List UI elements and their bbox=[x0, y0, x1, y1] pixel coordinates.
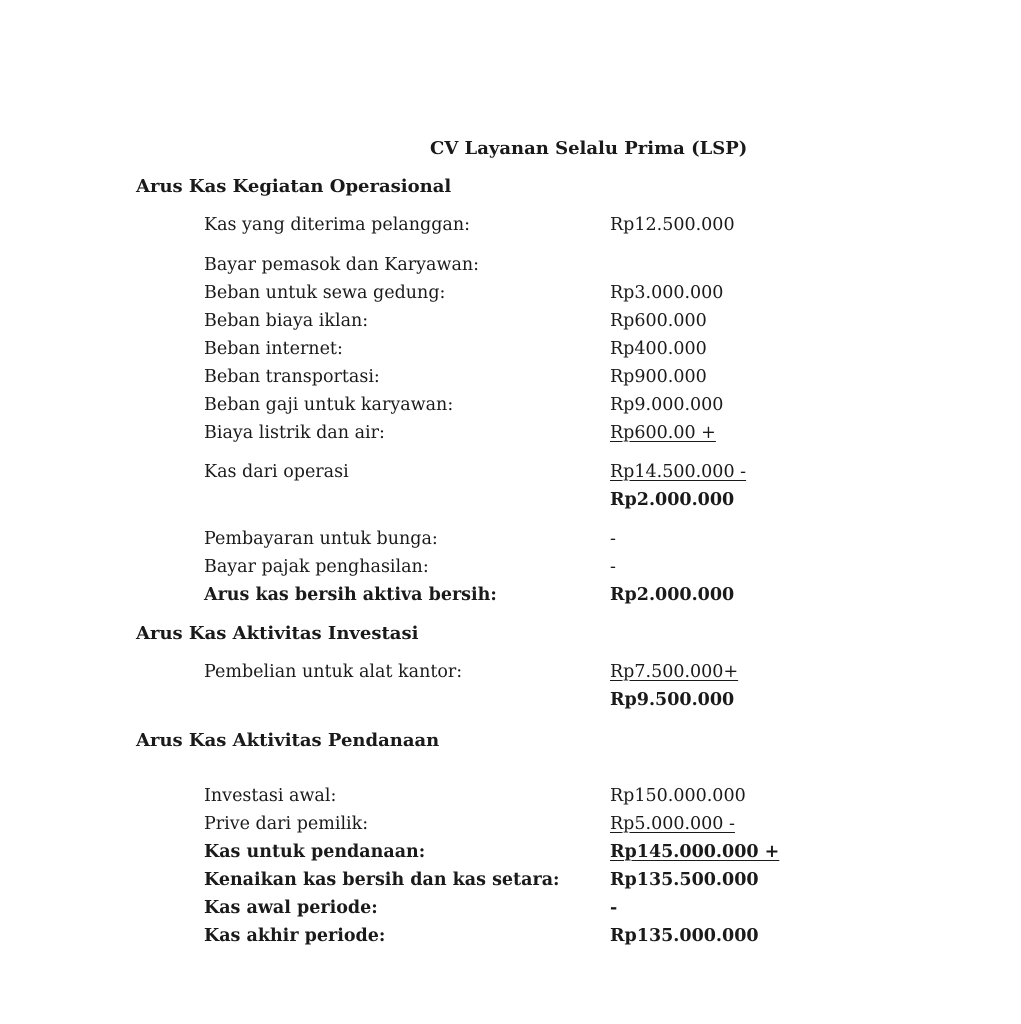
row-bayar-pemasok bbox=[204, 255, 824, 279]
row-value: Rp9.500.000 bbox=[610, 690, 735, 710]
row-value: Rp150.000.000 bbox=[610, 786, 746, 806]
row-gaji-karyawan bbox=[204, 395, 824, 419]
row-label: Beban untuk sewa gedung: bbox=[204, 283, 446, 303]
row-value: Rp600.000 bbox=[610, 311, 707, 331]
row-kas-diterima bbox=[204, 215, 824, 239]
row-value: Rp400.000 bbox=[610, 339, 707, 359]
section-heading-investasi: Arus Kas Aktivitas Investasi bbox=[136, 623, 419, 644]
row-label: Pembelian untuk alat kantor: bbox=[204, 662, 463, 682]
row-kas-dari-operasi bbox=[204, 462, 824, 486]
row-label: Beban internet: bbox=[204, 339, 343, 359]
row-bunga bbox=[204, 529, 824, 553]
row-kas-akhir bbox=[204, 926, 824, 950]
row-value: Rp7.500.000+ bbox=[610, 662, 739, 682]
row-pajak bbox=[204, 557, 824, 581]
row-value: - bbox=[610, 557, 616, 577]
row-label: Kas untuk pendanaan: bbox=[204, 842, 426, 862]
row-value: Rp145.000.000 + bbox=[610, 842, 780, 862]
section-heading-pendanaan: Arus Kas Aktivitas Pendanaan bbox=[136, 730, 440, 751]
row-investasi-awal bbox=[204, 786, 824, 810]
row-value: - bbox=[610, 898, 618, 918]
document-title: CV Layanan Selalu Prima (LSP) bbox=[430, 138, 748, 159]
row-label: Prive dari pemilik: bbox=[204, 814, 369, 834]
row-value: Rp600.00 + bbox=[610, 423, 716, 443]
row-label: Kas akhir periode: bbox=[204, 926, 386, 946]
row-value: Rp900.000 bbox=[610, 367, 707, 387]
row-arus-kas-bersih bbox=[204, 585, 824, 609]
row-subtotal-operasi bbox=[204, 490, 824, 514]
row-value: Rp2.000.000 bbox=[610, 585, 735, 605]
row-internet bbox=[204, 339, 824, 363]
row-kas-awal bbox=[204, 898, 824, 922]
row-value: - bbox=[610, 529, 616, 549]
row-value: Rp135.500.000 bbox=[610, 870, 759, 890]
row-listrik-air bbox=[204, 423, 824, 447]
row-value: Rp2.000.000 bbox=[610, 490, 735, 510]
row-kenaikan-kas bbox=[204, 870, 824, 894]
row-label: Kas awal periode: bbox=[204, 898, 378, 918]
row-value: Rp5.000.000 - bbox=[610, 814, 735, 834]
row-biaya-iklan bbox=[204, 311, 824, 335]
row-transportasi bbox=[204, 367, 824, 391]
section-heading-operasional: Arus Kas Kegiatan Operasional bbox=[136, 176, 452, 197]
row-label: Beban gaji untuk karyawan: bbox=[204, 395, 454, 415]
row-label: Arus kas bersih aktiva bersih: bbox=[204, 585, 497, 605]
row-kas-pendanaan bbox=[204, 842, 824, 866]
row-subtotal-investasi bbox=[204, 690, 824, 714]
row-value: Rp14.500.000 - bbox=[610, 462, 747, 482]
row-sewa-gedung bbox=[204, 283, 824, 307]
row-label: Bayar pajak penghasilan: bbox=[204, 557, 429, 577]
row-alat-kantor bbox=[204, 662, 824, 686]
row-label: Pembayaran untuk bunga: bbox=[204, 529, 438, 549]
row-value: Rp3.000.000 bbox=[610, 283, 724, 303]
row-label: Kenaikan kas bersih dan kas setara: bbox=[204, 870, 560, 890]
row-value: Rp135.000.000 bbox=[610, 926, 759, 946]
row-label: Kas yang diterima pelanggan: bbox=[204, 215, 471, 235]
row-label: Beban transportasi: bbox=[204, 367, 380, 387]
row-value: Rp12.500.000 bbox=[610, 215, 735, 235]
row-label: Biaya listrik dan air: bbox=[204, 423, 385, 443]
row-label: Beban biaya iklan: bbox=[204, 311, 369, 331]
row-label: Investasi awal: bbox=[204, 786, 337, 806]
row-prive bbox=[204, 814, 824, 838]
row-value: Rp9.000.000 bbox=[610, 395, 724, 415]
row-label: Bayar pemasok dan Karyawan: bbox=[204, 255, 480, 275]
row-label: Kas dari operasi bbox=[204, 462, 349, 482]
